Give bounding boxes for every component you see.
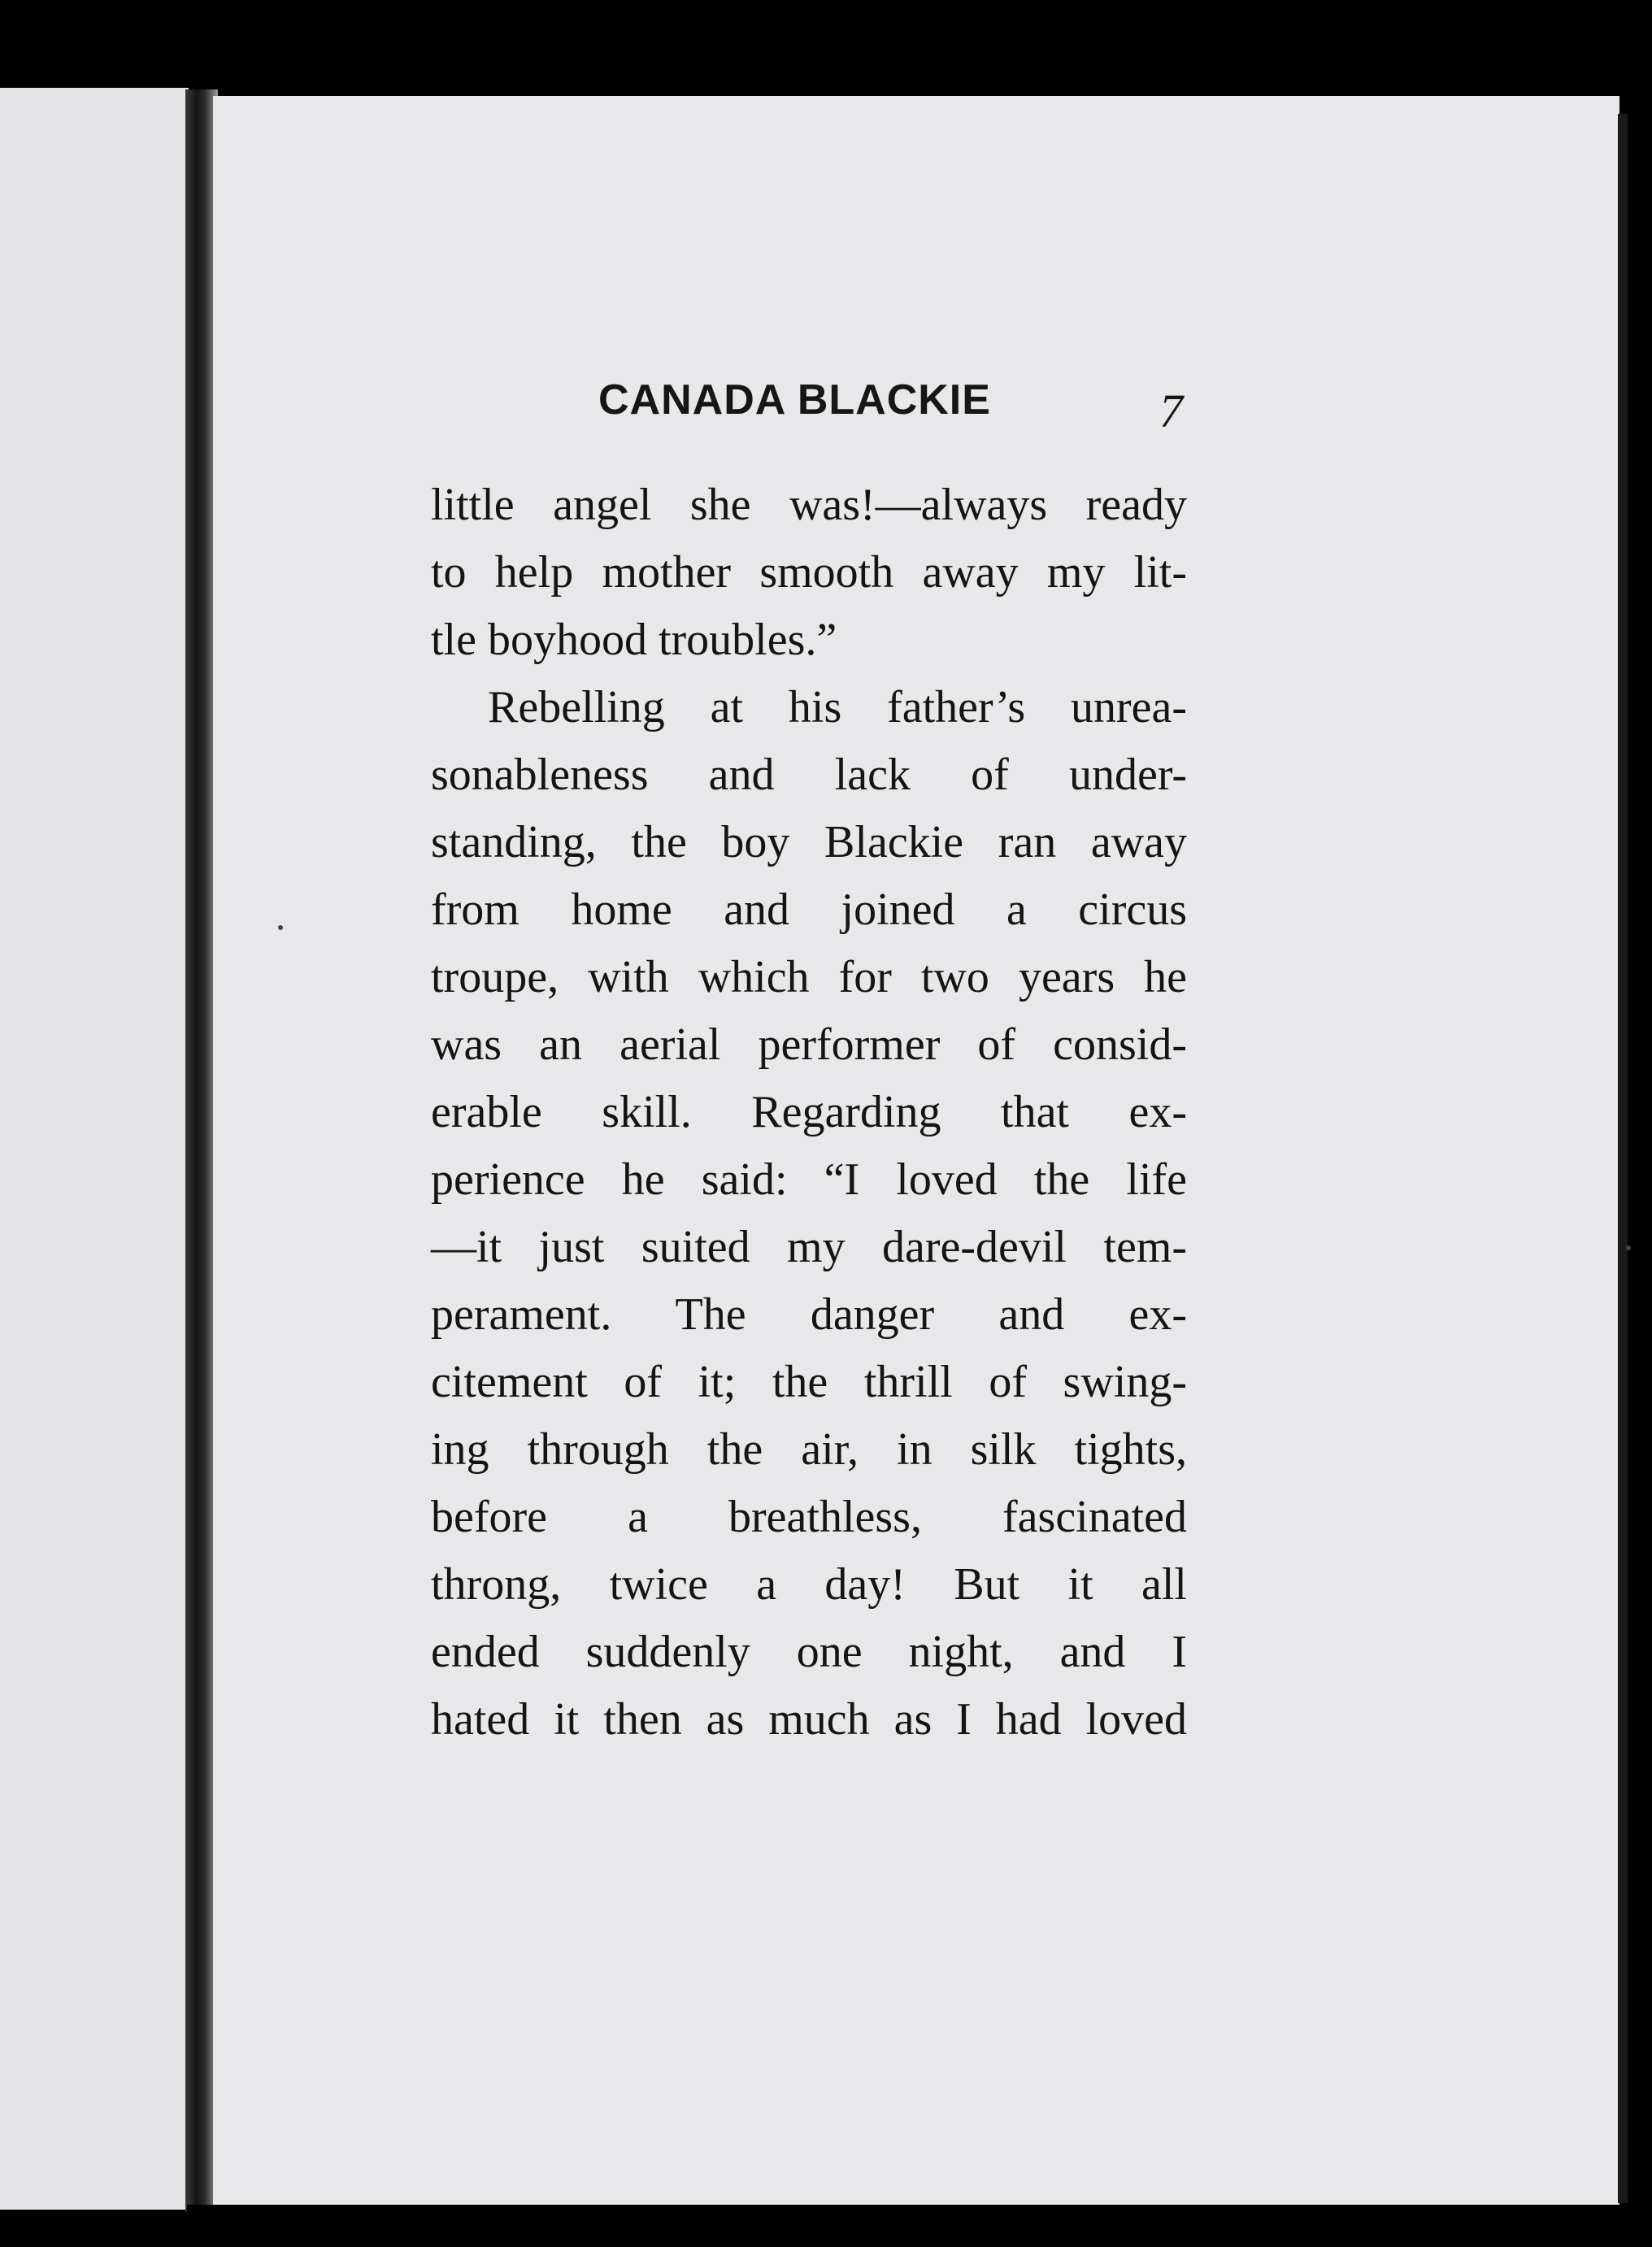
previous-leaf-edge bbox=[0, 88, 189, 2210]
text-line: from home and joined a circus bbox=[431, 884, 1187, 935]
running-head: CANADA BLACKIE bbox=[598, 376, 991, 424]
text-line: —it just suited my dare-devil tem- bbox=[431, 1222, 1187, 1272]
dust-speck bbox=[278, 925, 283, 930]
text-line: ing through the air, in silk tights, bbox=[431, 1424, 1187, 1475]
text-line: hated it then as much as I had loved bbox=[431, 1694, 1187, 1745]
text-line: troupe, with which for two years he bbox=[431, 952, 1187, 1002]
text-line: before a breathless, fascinated bbox=[431, 1492, 1187, 1542]
text-line: tle boyhood troubles.” bbox=[431, 615, 837, 665]
text-line: was an aerial performer of consid- bbox=[431, 1019, 1187, 1070]
text-line: erable skill. Regarding that ex- bbox=[431, 1087, 1187, 1137]
text-line: perament. The danger and ex- bbox=[431, 1289, 1187, 1340]
text-line: perience he said: “I loved the life bbox=[431, 1154, 1187, 1205]
text-line: citement of it; the thrill of swing- bbox=[431, 1357, 1187, 1407]
text-line: little angel she was!—always ready bbox=[431, 480, 1187, 530]
dust-speck bbox=[1626, 1245, 1631, 1250]
page-right-edge bbox=[1618, 114, 1628, 2203]
text-line: sonableness and lack of under- bbox=[431, 750, 1187, 800]
text-line: to help mother smooth away my lit- bbox=[431, 547, 1187, 598]
page-bottom-shadow bbox=[187, 2205, 1650, 2247]
body-text bbox=[431, 472, 1187, 1754]
page-number: 7 bbox=[1159, 385, 1183, 437]
text-line: throng, twice a day! But it all bbox=[431, 1559, 1187, 1610]
text-line: standing, the boy Blackie ran away bbox=[431, 817, 1187, 867]
text-line: ended suddenly one night, and I bbox=[431, 1627, 1187, 1677]
text-line: Rebelling at his father’s unrea- bbox=[488, 682, 1187, 732]
